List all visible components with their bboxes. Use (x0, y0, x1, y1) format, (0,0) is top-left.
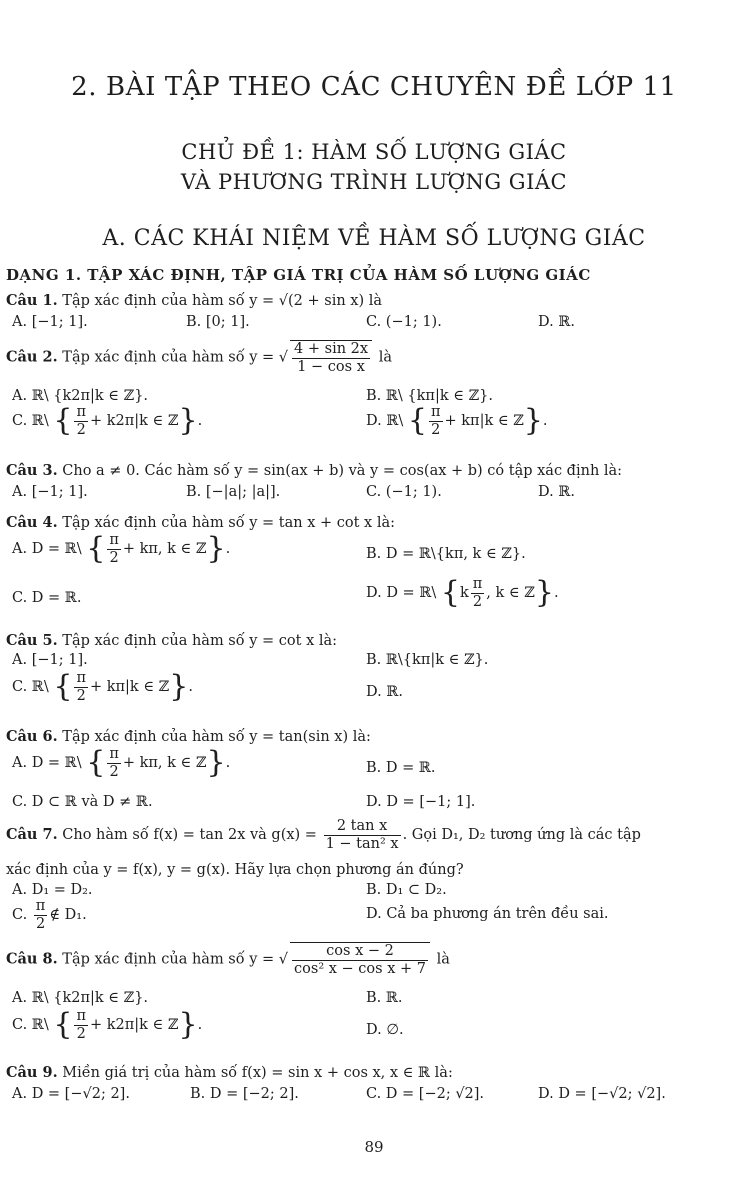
q6-option-d[interactable]: D. D = [−1; 1]. (366, 794, 476, 810)
question-text-end: là (378, 349, 392, 366)
q1-option-b[interactable]: B. [0; 1]. (186, 314, 250, 330)
q2-option-c[interactable]: C. ℝ\ { $\frac{\pi}{2}$ + k2π|k ∈ ℤ}. (12, 403, 203, 439)
q5-option-d[interactable]: D. ℝ. (366, 684, 403, 700)
q5-option-c[interactable]: C. ℝ\ { $\frac{\pi}{2}$ + kπ|k ∈ ℤ}. (12, 669, 193, 705)
q2-option-b[interactable]: B. ℝ\ {kπ|k ∈ ℤ}. (366, 388, 494, 404)
question-3 (6, 462, 622, 479)
q4-option-b[interactable]: B. D = ℝ\{kπ, k ∈ ℤ}. (366, 546, 526, 562)
main-title: 2. BÀI TẬP THEO CÁC CHUYÊN ĐỀ LỚP 11 (71, 72, 677, 102)
q7-option-b[interactable]: B. D₁ ⊂ D₂. (366, 882, 447, 898)
q2-option-a[interactable]: A. ℝ\ {k2π|k ∈ ℤ}. (12, 388, 149, 404)
q9-option-b[interactable]: B. D = [−2; 2]. (190, 1086, 299, 1102)
question-7-line2: xác định của y = f(x), y = g(x). Hãy lựa chọn phương án đúng? (6, 862, 464, 878)
question-8 (6, 942, 450, 977)
q5-option-b[interactable]: B. ℝ\{kπ|k ∈ ℤ}. (366, 652, 489, 668)
q3-option-d[interactable]: D. ℝ. (538, 484, 575, 500)
question-text: Tập xác định của hàm số y = (62, 349, 275, 366)
radical-sign: √ (278, 349, 289, 366)
question-label: Câu 4. (6, 514, 58, 531)
q9-option-c[interactable]: C. D = [−2; √2]. (366, 1086, 485, 1102)
q4-option-c[interactable]: C. D = ℝ. (12, 590, 82, 606)
section-title: A. CÁC KHÁI NIỆM VỀ HÀM SỐ LƯỢNG GIÁC (102, 226, 646, 251)
page-number: 89 (364, 1138, 384, 1156)
q8-option-d[interactable]: D. ∅. (366, 1022, 404, 1038)
question-label: Câu 1. (6, 292, 58, 309)
q2-option-d[interactable]: D. ℝ\ { $\frac{\pi}{2}$ + kπ|k ∈ ℤ}. (366, 403, 548, 439)
question-1 (6, 292, 382, 309)
question-text-end: là (436, 951, 450, 968)
q8-option-a[interactable]: A. ℝ\ {k2π|k ∈ ℤ}. (12, 990, 149, 1006)
q7-option-c[interactable]: C. $\frac{\pi}{2}$ ∉ D₁. (12, 898, 87, 932)
question-text-end: . Gọi D₁, D₂ tương ứng là các tập (402, 827, 641, 844)
q8-option-b[interactable]: B. ℝ. (366, 990, 403, 1006)
question-5 (6, 632, 337, 649)
q5-option-a[interactable]: A. [−1; 1]. (12, 652, 88, 668)
question-text: Miền giá trị của hàm số f(x) = sin x + cos x, x ∈ ℝ là: (62, 1065, 453, 1081)
q9-option-d[interactable]: D. D = [−√2; √2]. (538, 1086, 666, 1102)
q1-option-d[interactable]: D. ℝ. (538, 314, 575, 330)
q6-option-c[interactable]: C. D ⊂ ℝ và D ≠ ℝ. (12, 794, 153, 810)
fraction: $\frac{\text{cos x − 2}}{\text{cos² x − cos x + 7}}$ (290, 942, 430, 977)
question-9 (6, 1064, 453, 1081)
question-label: Câu 2. (6, 348, 58, 366)
q7-option-a[interactable]: A. D₁ = D₂. (12, 882, 93, 898)
dang-heading: DẠNG 1. TẬP XÁC ĐỊNH, TẬP GIÁ TRỊ CỦA HÀM SỐ LƯỢNG GIÁC (6, 266, 591, 284)
question-label: Câu 9. (6, 1064, 58, 1081)
question-text: Tập xác định của hàm số y = tan x + cot x là: (62, 515, 395, 531)
question-text: Cho hàm số f(x) = tan 2x và g(x) = (62, 827, 317, 844)
question-7 (6, 818, 641, 852)
radical-sign: √ (278, 951, 289, 968)
q9-option-a[interactable]: A. D = [−√2; 2]. (12, 1086, 130, 1102)
question-text: Tập xác định của hàm số y = √(2 + sin x) là (62, 293, 383, 309)
question-text: Tập xác định của hàm số y = (62, 951, 275, 968)
question-text: Tập xác định của hàm số y = tan(sin x) là: (62, 729, 371, 745)
question-4 (6, 514, 395, 531)
question-label: Câu 8. (6, 950, 58, 968)
q3-option-b[interactable]: B. [−|a|; |a|]. (186, 484, 281, 500)
question-2 (6, 340, 392, 375)
q3-option-a[interactable]: A. [−1; 1]. (12, 484, 88, 500)
topic-title-line1: CHỦ ĐỀ 1: HÀM SỐ LƯỢNG GIÁC (181, 140, 567, 164)
q3-option-c[interactable]: C. (−1; 1). (366, 484, 442, 500)
q1-option-a[interactable]: A. [−1; 1]. (12, 314, 88, 330)
question-label: Câu 3. (6, 462, 58, 479)
q8-option-c[interactable]: C. ℝ\ { $\frac{\pi}{2}$ + k2π|k ∈ ℤ}. (12, 1007, 203, 1043)
question-text: Tập xác định của hàm số y = cot x là: (62, 633, 338, 649)
fraction: $\frac{4 + \sin 2x}{\text{1 − cos x}}$ (290, 340, 372, 375)
question-label: Câu 7. (6, 826, 58, 844)
fraction: $\frac{\text{2 tan x}}{\text{1 − tan² x}}$ (325, 818, 399, 852)
question-label: Câu 5. (6, 632, 58, 649)
q4-option-a[interactable]: A. D = ℝ\ { $\frac{\pi}{2}$ + kπ, k ∈ ℤ}. (12, 531, 231, 567)
q6-option-b[interactable]: B. D = ℝ. (366, 760, 436, 776)
question-6 (6, 728, 371, 745)
q1-option-c[interactable]: C. (−1; 1). (366, 314, 442, 330)
question-label: Câu 6. (6, 728, 58, 745)
topic-title-line2: VÀ PHƯƠNG TRÌNH LƯỢNG GIÁC (180, 170, 568, 194)
q7-option-d[interactable]: D. Cả ba phương án trên đều sai. (366, 906, 609, 922)
q4-option-d[interactable]: D. D = ℝ\ {k $\frac{\pi}{2}$ , k ∈ ℤ}. (366, 575, 559, 611)
question-text: Cho a ≠ 0. Các hàm số y = sin(ax + b) và y = cos(ax + b) có tập xác định là: (62, 463, 623, 479)
q6-option-a[interactable]: A. D = ℝ\ { $\frac{\pi}{2}$ + kπ, k ∈ ℤ}. (12, 745, 231, 781)
